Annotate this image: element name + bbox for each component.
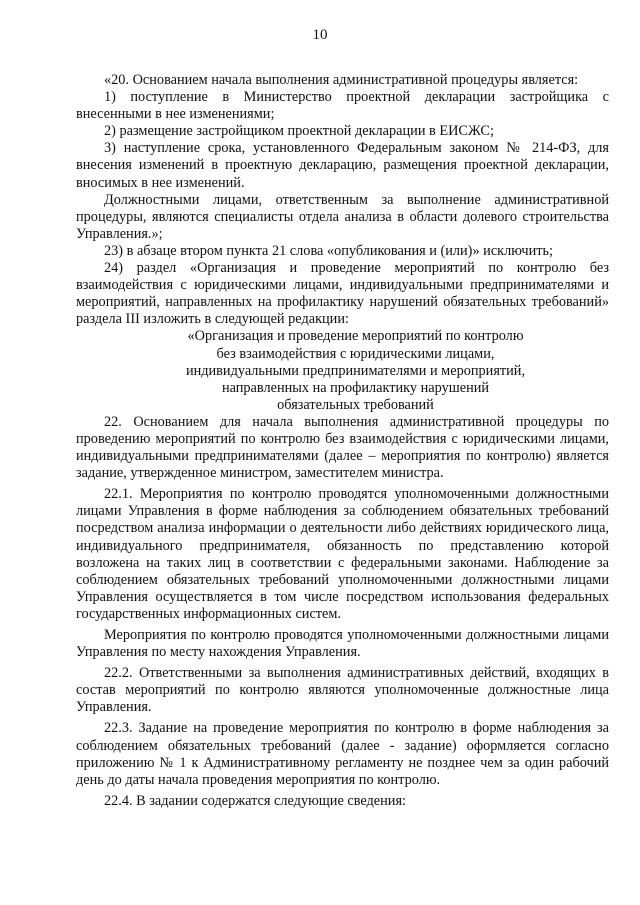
section-heading-line: обязательных требований bbox=[277, 396, 434, 413]
paragraph-clause-20: «20. Основанием начала выполнения административной процедуры является: bbox=[104, 72, 579, 88]
paragraph-clause-22-3: 22.3. Задание на проведение мероприятия по контролю в форме наблюдения за соблюдением обязательных требований (далее - задание) оформляется согласно приложению № 1 к Административному регламенту не позднее чем за один рабочий день до даты начала проведения мероприятия по контролю. bbox=[76, 720, 609, 788]
paragraph-item-3: 3) наступление срока, установленного Федеральным законом № 214-ФЗ, для внесения изменений в проектную декларацию, размещения проектной декларации, вносимых в нее изменений. bbox=[76, 140, 609, 191]
paragraph-clause-22-4: 22.4. В задании содержатся следующие сведения: bbox=[104, 792, 407, 809]
paragraph-amendment-23: 23) в абзаце втором пункта 21 слова «опубликования и (или)» исключить; bbox=[104, 242, 553, 259]
section-heading-line: индивидуальными предпринимателями и мероприятий, bbox=[185, 362, 526, 379]
section-heading-line: без взаимодействия с юридическими лицами, bbox=[216, 345, 495, 362]
paragraph-control-location: Мероприятия по контролю проводятся уполномоченными должностными лицами Управления по месту нахождения Управления. bbox=[76, 627, 609, 661]
paragraph-responsible-officials: Должностными лицами, ответственным за выполнение административной процедуры, являются специалисты отдела анализа в области долевого строительства Управления.»; bbox=[76, 191, 609, 242]
paragraph-clause-22: 22. Основанием для начала выполнения административной процедуры по проведению мероприятий по контролю без взаимодействия с юридическими лицами, индивидуальными предпринимателями (далее – мероприятия по контролю) является задание, утвержденное министром, заместителем министра. bbox=[76, 413, 609, 482]
paragraph-item-1: 1) поступление в Министерство проектной декларации застройщика с внесенными в нее изменениями; bbox=[76, 89, 609, 123]
paragraph-amendment-24: 24) раздел «Организация и проведение мероприятий по контролю без взаимодействия с юридическими лицами, индивидуальными предпринимателями и мероприятий, направленных на профилактику нарушений обязательных требований» раздела III изложить в следующей редакции: bbox=[76, 260, 609, 328]
paragraph-item-2: 2) размещение застройщиком проектной декларации в ЕИСЖС; bbox=[104, 123, 494, 140]
section-heading bbox=[76, 328, 609, 413]
section-heading-line: направленных на профилактику нарушений bbox=[221, 379, 490, 396]
paragraph-clause-22-2: 22.2. Ответственными за выполнения административных действий, входящих в состав мероприятий по контролю являются уполномоченные должностные лица Управления. bbox=[76, 665, 609, 716]
document-body bbox=[76, 72, 609, 810]
paragraph-clause-22-1: 22.1. Мероприятия по контролю проводятся уполномоченными должностными лицами Управления в форме наблюдения за соблюдением обязательных требований посредством анализа информации о деятельности либо действиях юридического лица, индивидуального предпринимателя, обязанность по представлению которой возложена на таких лиц в соответствии с федеральными законами. Наблюдение за соблюдением обязательных требований уполномоченными должностными лицами Управления осуществляется в том числе посредством использования федеральных государственных информационных систем. bbox=[76, 486, 609, 622]
page-number: 10 bbox=[312, 27, 328, 43]
section-heading-line: «Организация и проведение мероприятий по контролю bbox=[187, 328, 524, 345]
